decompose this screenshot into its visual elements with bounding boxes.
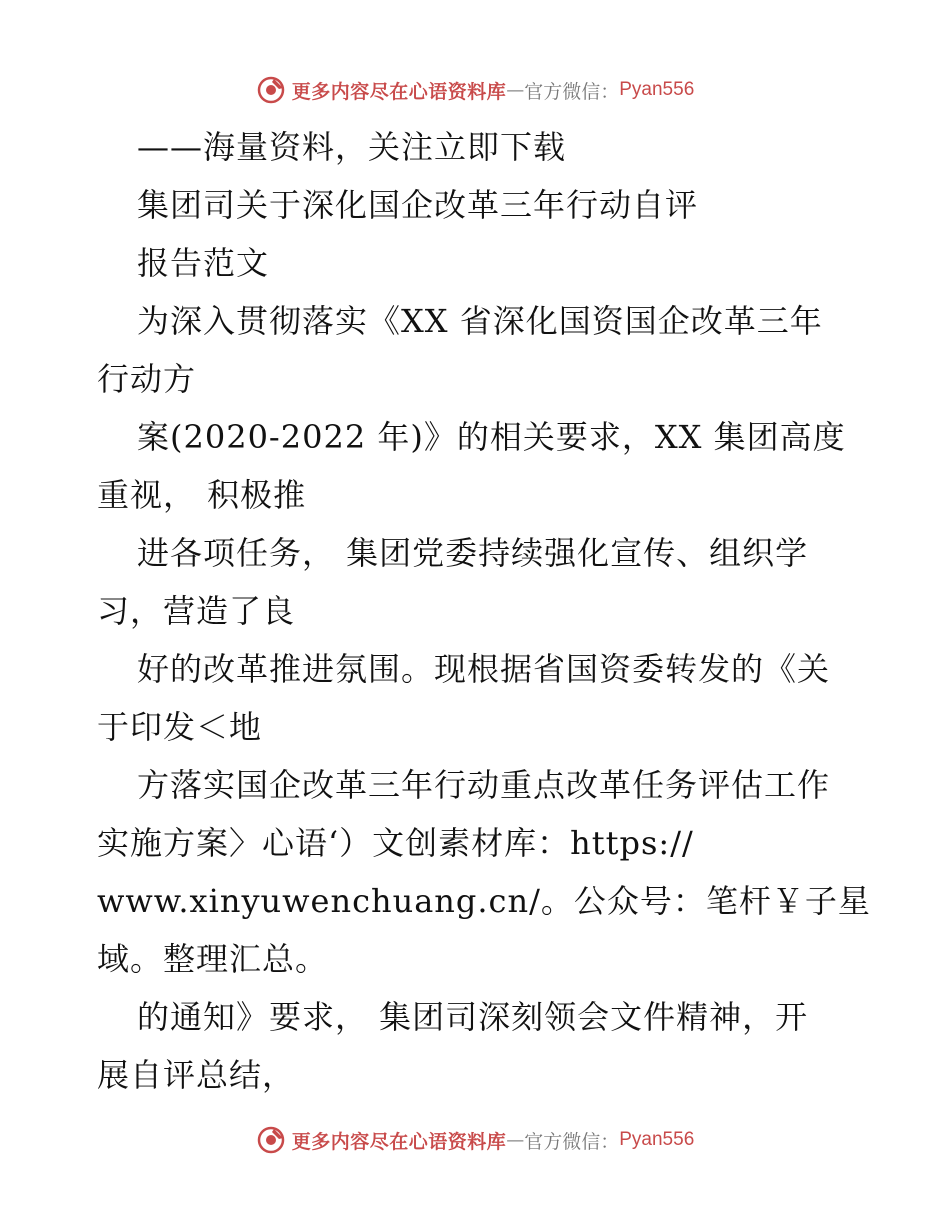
header-banner-wechat-id: Pyan556 (619, 79, 695, 100)
footer-banner-wechat-label: 官方微信： (524, 1130, 620, 1153)
logo-icon (256, 75, 286, 105)
body-line: 展自评总结， (97, 1056, 296, 1094)
footer-banner-wechat-id: Pyan556 (619, 1129, 695, 1150)
header-banner-wechat-label: 官方微信： (524, 80, 620, 103)
body-line: 报告范文 (137, 244, 270, 282)
body-line: 行动方 (97, 360, 197, 398)
body-line: 方落实国企改革三年行动重点改革任务评估工作 (137, 766, 831, 804)
document-body (97, 118, 871, 1104)
header-banner (0, 70, 950, 110)
body-line: 重视， 积极推 (97, 476, 307, 514)
body-line: 案(2020-2022 年)》的相关要求，XX 集团高度 (137, 418, 846, 456)
body-line: 进各项任务， 集团党委持续强化宣传、组织学 (137, 534, 809, 572)
body-line: 习，营造了良 (97, 592, 296, 630)
body-line: 集团司关于深化国企改革三年行动自评 (137, 186, 699, 224)
footer-banner-title: 更多内容尽在心语资料库 (291, 1130, 507, 1153)
body-line: 域。整理汇总。 (97, 940, 329, 978)
body-line: ——海量资料，关注立即下载 (137, 128, 567, 166)
body-line: 于印发＜地 (97, 708, 263, 746)
header-banner-title: 更多内容尽在心语资料库 (291, 80, 507, 103)
footer-banner-separator: — (506, 1129, 525, 1151)
body-line: 的通知》要求， 集团司深刻领会文件精神，开 (137, 998, 809, 1036)
body-line: 为深入贯彻落实《XX 省深化国资国企改革三年 (137, 302, 823, 340)
header-banner-separator: — (506, 79, 525, 101)
body-line: 实施方案〉心语‘）文创素材库：https:// (97, 824, 694, 862)
logo-icon (256, 1125, 286, 1155)
body-line: 好的改革推进氛围。现根据省国资委转发的《关 (137, 650, 831, 688)
body-line: www.xinyuwenchuang.cn/。公众号：笔杆￥子星 (97, 882, 871, 920)
footer-banner (0, 1120, 950, 1160)
